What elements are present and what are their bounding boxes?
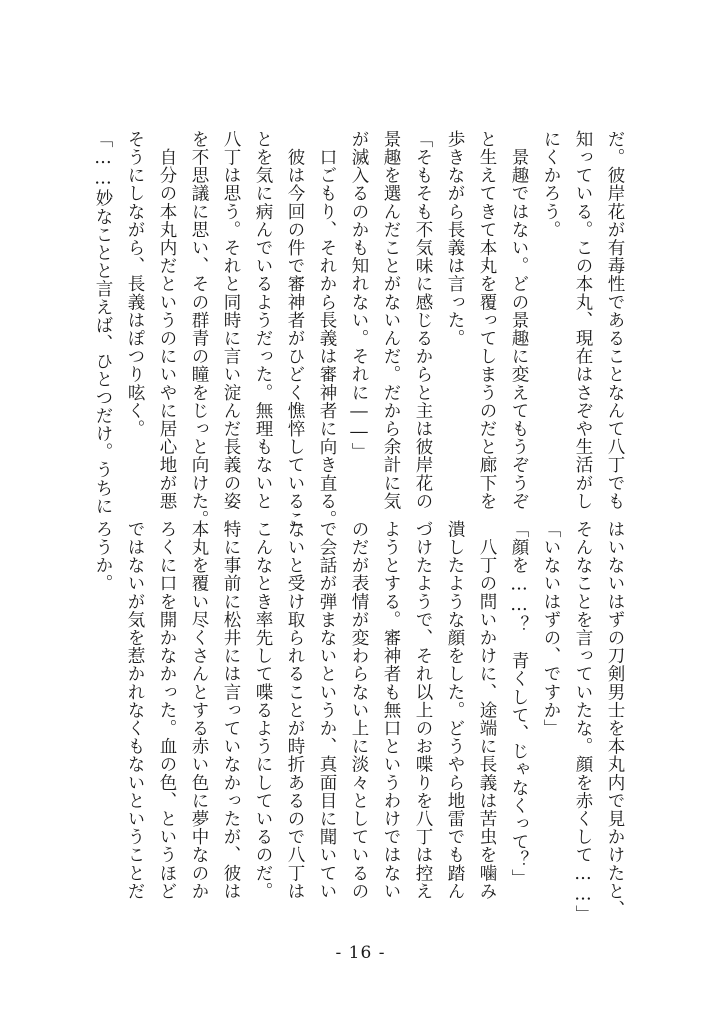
text-line: ではないが気を惹かれなくもないということだ	[125, 520, 145, 901]
text-line: 特に事前に松井には言っていなかったが、彼は	[221, 520, 241, 901]
text-line: にくかろう。	[541, 130, 561, 239]
text-line: 口ごもり、それから長義は審神者に向き直る。	[317, 130, 337, 529]
text-line: 潰したような顔をした。どうやら地雷でも踏ん	[445, 520, 465, 901]
text-line: が滅入るのかも知れない。それに――」	[349, 130, 369, 461]
text-line: 本丸を覆い尽くさんとする赤い色に夢中なのか	[189, 520, 209, 901]
text-line: そんなことを言っていたな。顔を赤くして……」	[573, 520, 593, 924]
text-line: 八丁は思う。それと同時に言い淀んだ長義の姿	[221, 130, 241, 511]
text-line: づけたようで、それ以上のお喋りを八丁は控え	[413, 520, 433, 901]
text-line: 「いないはずの、ですか」	[541, 520, 561, 738]
text-line: 彼は今回の件で審神者がひどく憔悴しているこ	[285, 130, 305, 529]
text-line: 「……妙なことと言えば、ひとつだけ。うちに	[93, 130, 113, 516]
text-line: と生えてきて本丸を覆ってしまうのだと廊下を	[477, 130, 497, 511]
text-line: 歩きながら長義は言った。	[445, 130, 465, 348]
text-line: で会話が弾まないというか、真面目に聞いてい	[317, 520, 337, 901]
text-line: 八丁の問いかけに、途端に長義は苦虫を噛み	[477, 520, 497, 901]
text-line: だ。彼岸花が有毒性であることなんて八丁でも	[605, 130, 625, 511]
text-line: 景趣を選んだことがないんだ。だから余計に気	[381, 130, 401, 511]
text-block-top	[91, 130, 631, 529]
text-line: こんなとき率先して喋るようにしているのだ。	[253, 520, 273, 901]
text-line: はいないはずの刀剣男士を本丸内で見かけたと、	[605, 520, 625, 919]
text-block-bottom	[91, 520, 631, 924]
text-line: 知っている。この本丸、現在はさぞや生活がし	[573, 130, 593, 511]
text-line: とを気に病んでいるようだった。無理もないと	[253, 130, 273, 511]
text-line: を不思議に思い、その群青の瞳をじっと向けた。	[189, 130, 209, 529]
page-number: - 16 -	[335, 943, 386, 963]
text-line: 「顔を……？ 青くして、じゃなくって？」	[509, 520, 529, 887]
text-line: ろくに口を開かなかった。血の色、というほど	[157, 520, 177, 901]
text-line: 「そもそも不気味に感じるからと主は彼岸花の	[413, 130, 433, 511]
text-line: のだが表情が変わらない上に淡々としているの	[349, 520, 369, 901]
text-line: ないと受け取られることが時折あるので八丁は	[285, 520, 305, 901]
text-line: 自分の本丸内だというのにいやに居心地が悪	[157, 130, 177, 511]
text-line: ようとする。審神者も無口というわけではない	[381, 520, 401, 901]
text-line: ろうか。	[93, 520, 113, 593]
text-line: 景趣ではない。どの景趣に変えてもうぞうぞ	[509, 130, 529, 511]
text-line: そうにしながら、長義はぽつり呟く。	[125, 130, 145, 438]
